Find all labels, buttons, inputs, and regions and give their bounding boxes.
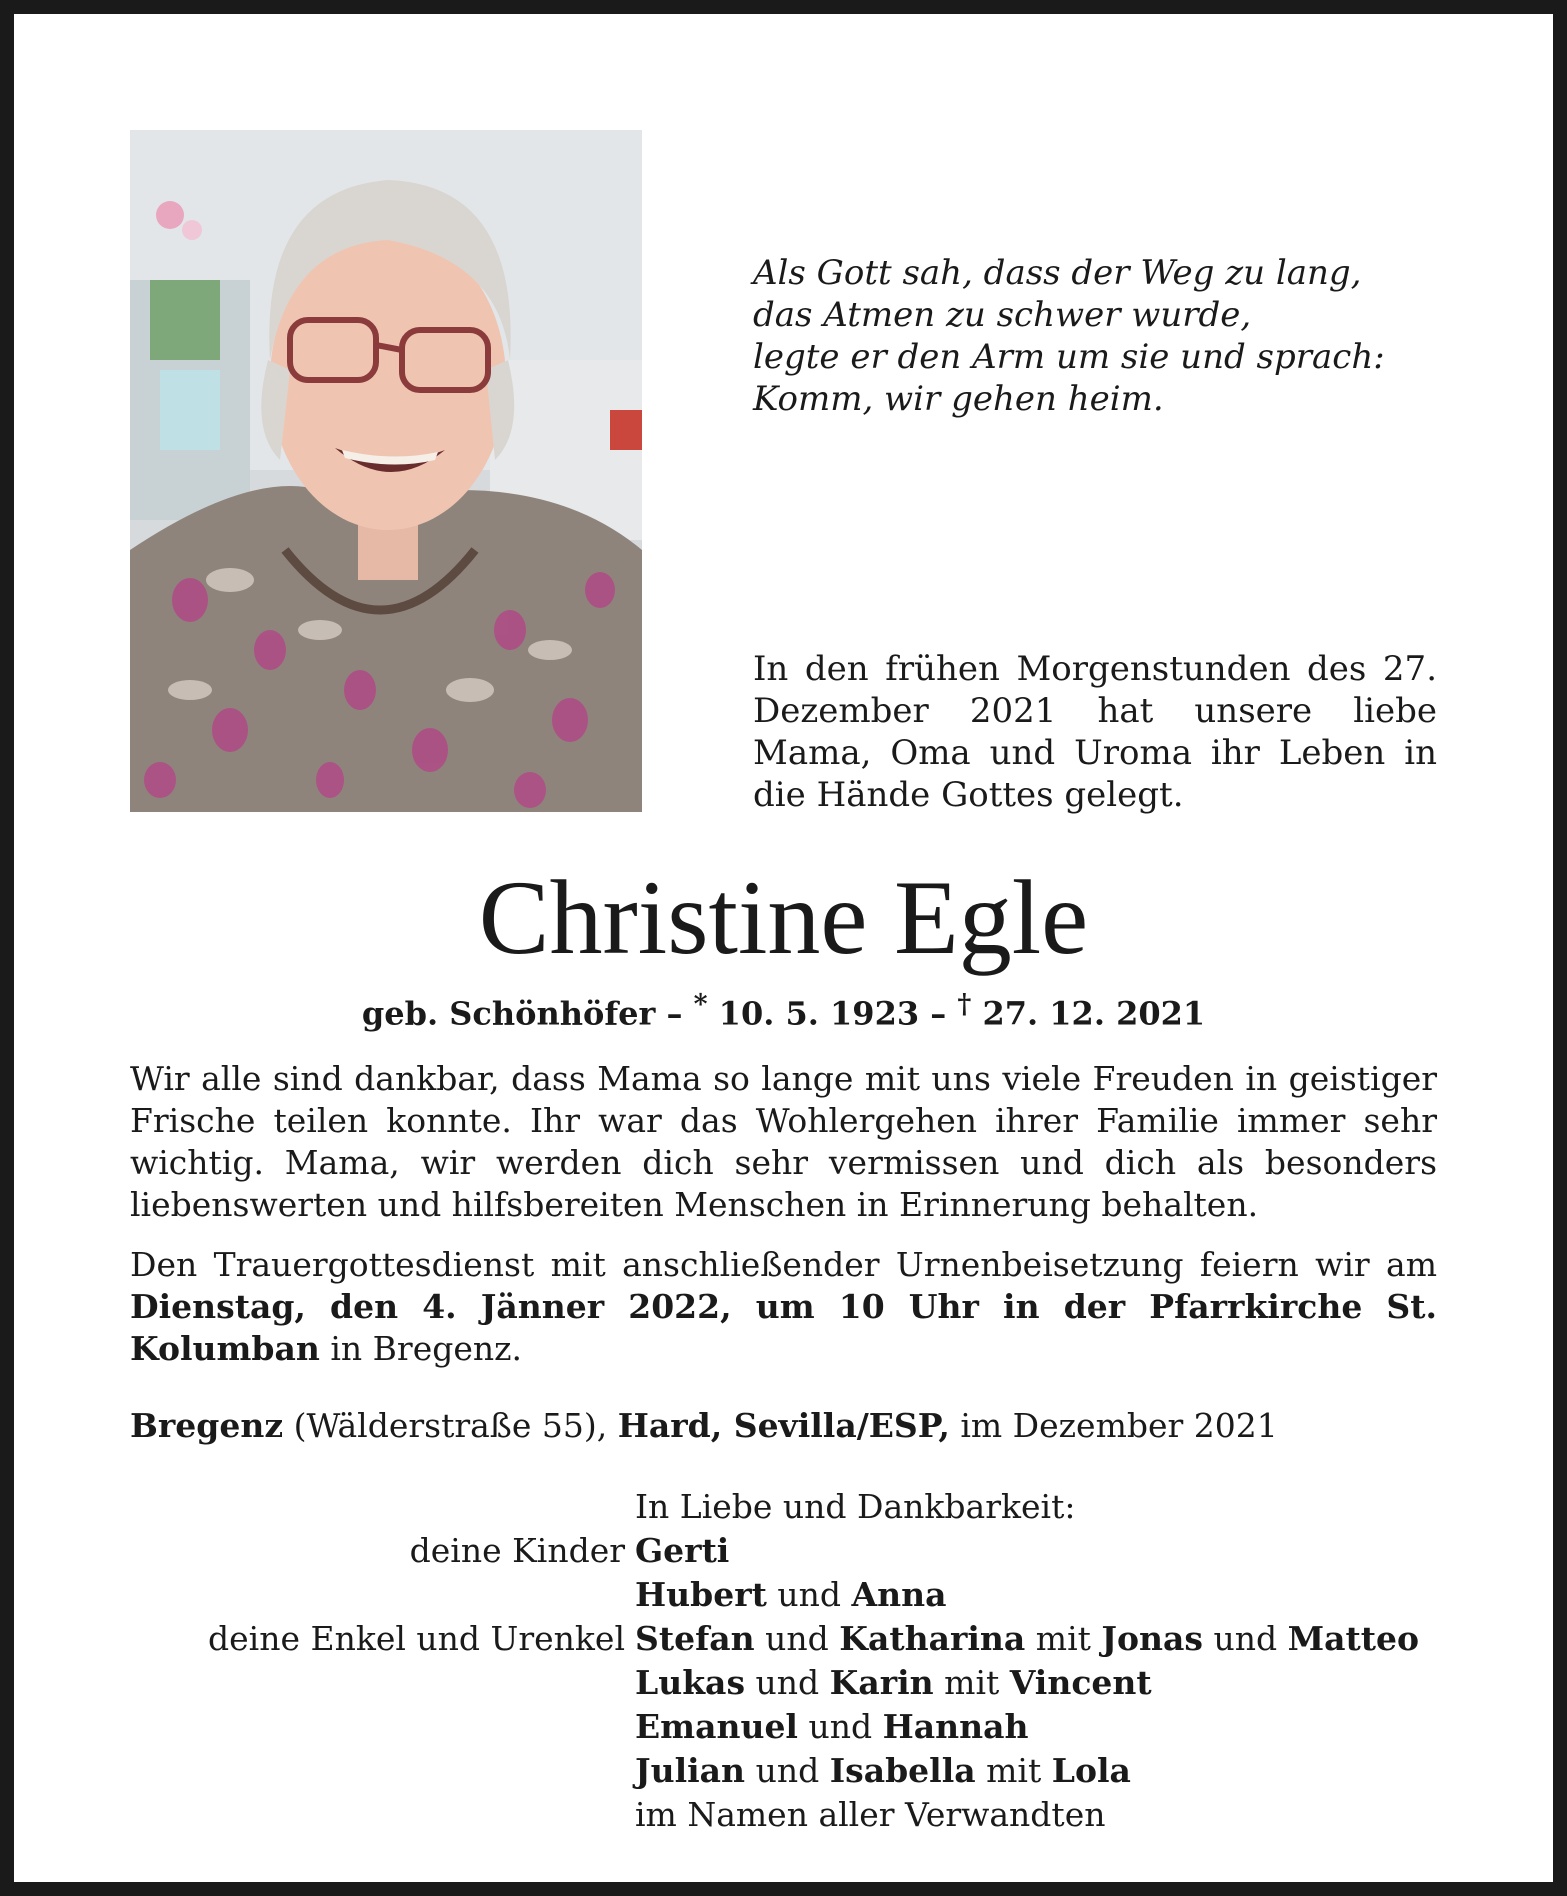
place-line	[130, 1405, 1278, 1447]
died-symbol: †	[957, 989, 972, 1020]
gratitude-paragraph: Wir alle sind dankbar, dass Mama so lange mit uns viele Freuden in geistiger Frische teilen konnte. Ihr war das Wohlergehen ihrer Familie immer sehr wichtig. Mama, wir werden dich sehr vermissen und dich als besonders liebenswerten und hilfsbereiten Menschen in Erinnerung behalten.	[130, 1059, 1437, 1224]
mourner-name: Lola	[1051, 1751, 1131, 1790]
place-others: Hard, Sevilla/ESP,	[617, 1406, 950, 1445]
death-date: 27. 12. 2021	[982, 994, 1206, 1033]
children-label: deine Kinder	[409, 1531, 625, 1570]
portrait-photo	[130, 130, 642, 812]
mourners-closing: im Namen aller Verwandten	[635, 1795, 1106, 1834]
mourner-name: Emanuel	[635, 1707, 798, 1746]
mourners-closing-row	[130, 1793, 1530, 1837]
conjunction: mit	[1035, 1619, 1091, 1658]
deceased-name: Christine Egle	[478, 859, 1089, 976]
mourner-name: Anna	[851, 1575, 947, 1614]
service-intro: Den Trauergottesdienst mit anschließender Urnenbeisetzung feiern wir am	[130, 1245, 1437, 1284]
mourner-row	[130, 1749, 1530, 1793]
mourner-name: Vincent	[1009, 1663, 1152, 1702]
mourner-name: Jonas	[1101, 1619, 1203, 1658]
service-paragraph	[130, 1244, 1437, 1370]
poem-line: Als Gott sah, dass der Weg zu lang,	[753, 253, 1362, 293]
poem-line: legte er den Arm um sie und sprach:	[753, 337, 1385, 377]
conjunction: und	[755, 1663, 820, 1702]
poem-line: Komm, wir gehen heim.	[753, 379, 1164, 419]
service-details: Dienstag, den 4. Jänner 2022, um 10 Uhr in der Pfarrkirche St. Kolumban	[130, 1287, 1437, 1368]
mourner-name: Stefan	[635, 1619, 755, 1658]
mourner-row	[130, 1661, 1530, 1705]
service-location: in Bregenz.	[330, 1329, 523, 1368]
mourners-heading: In Liebe und Dankbarkeit:	[635, 1487, 1076, 1526]
mourner-name: Karin	[829, 1663, 934, 1702]
conjunction: mit	[944, 1663, 1000, 1702]
conjunction: und	[777, 1575, 842, 1614]
conjunction: mit	[986, 1751, 1042, 1790]
grandchildren-label: deine Enkel und Urenkel	[208, 1619, 625, 1658]
birth-name: geb. Schönhöfer	[361, 994, 656, 1033]
mourner-name: Matteo	[1287, 1619, 1420, 1658]
conjunction: und	[755, 1751, 820, 1790]
mourner-name: Gerti	[635, 1531, 730, 1570]
poem	[753, 252, 1473, 420]
mourner-row	[130, 1705, 1530, 1749]
mourner-name: Julian	[635, 1751, 746, 1790]
mourner-row	[130, 1573, 1530, 1617]
conjunction: und	[765, 1619, 829, 1658]
place-city: Bregenz	[130, 1406, 284, 1445]
mourner-row	[130, 1529, 1530, 1573]
intro-text: In den frühen Morgenstunden des 27. Dezember 2021 hat unsere liebe Mama, Oma und Uroma ihr Leben in die Hände Gottes gelegt.	[753, 649, 1437, 815]
portrait-illustration	[130, 130, 642, 812]
place-address: (Wälderstraße 55),	[293, 1406, 608, 1445]
mourner-name: Hubert	[635, 1575, 767, 1614]
conjunction: und	[808, 1707, 873, 1746]
mourner-name: Isabella	[829, 1751, 976, 1790]
born-symbol: *	[693, 989, 708, 1020]
mourner-name: Hannah	[882, 1707, 1029, 1746]
poem-line: das Atmen zu schwer wurde,	[753, 295, 1252, 335]
mourner-name: Lukas	[635, 1663, 746, 1702]
mourner-name: Katharina	[839, 1619, 1026, 1658]
place-date: im Dezember 2021	[960, 1406, 1278, 1445]
mourners-list	[130, 1485, 1530, 1837]
mourner-row	[130, 1617, 1530, 1661]
mourners-heading-row	[130, 1485, 1530, 1529]
conjunction: und	[1213, 1619, 1278, 1658]
birth-date: 10. 5. 1923	[718, 994, 920, 1033]
life-dates: geb. Schönhöfer – * 10. 5. 1923 – † 27. 12. 2021	[361, 989, 1206, 1033]
